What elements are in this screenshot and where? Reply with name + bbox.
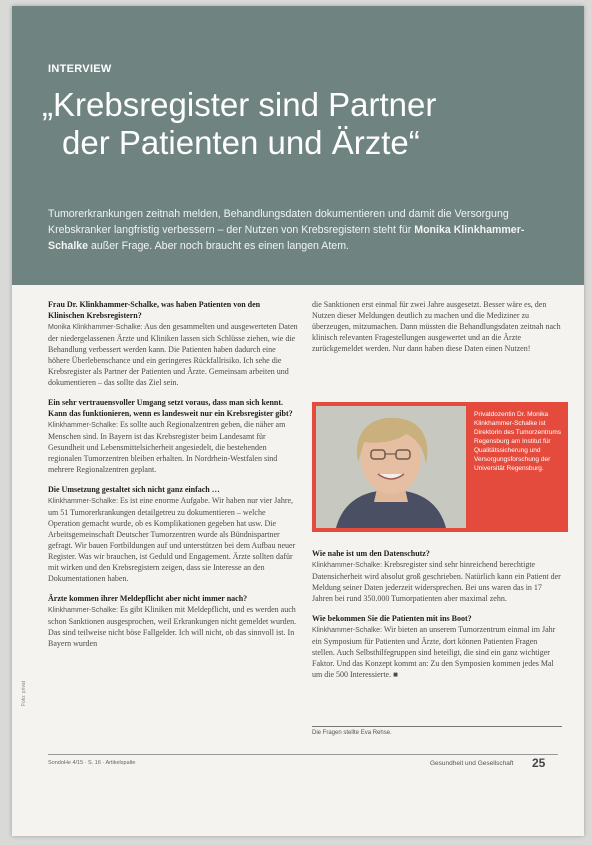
- qa-block: [48, 397, 298, 475]
- lead-text-2: außer Frage. Aber noch braucht es einen langen Atem.: [91, 240, 349, 252]
- footer-section: Gesundheit und Gesellschaft: [430, 760, 514, 767]
- headline-line-2: der Patienten und Ärzte“: [62, 124, 420, 161]
- qa-block: [312, 613, 562, 680]
- photo-credit: Foto: privat: [21, 680, 27, 706]
- speaker: Klinkhammer-Schalke:: [312, 627, 383, 634]
- answer: Es gibt Kliniken mit Meldepflicht, und es werden auch schon Sanktionen ausgesprochen, weil Erkrankungen nicht gemeldet wurden. Das sind teilweise nicht böse Fallgelder. Ich will nicht, ob das sinnvoll ist. In Bayern wurden: [48, 605, 297, 648]
- answer: Es ist eine enorme Aufgabe. Wir haben nur vier Jahre, um 51 Tumorerkrankungen detailgetreu zu dokumentieren – welche Operation gemacht wurde, ob es Komplikationen gegeben hat usw. Die Arbeitsgemeinschaft Deutscher Tumorzentren wurde als Bündnispartner gefragt. Wir bauen Fortbildungen auf und unterstützen bei dem Aufbau neuer Register. Was wir brauchen, ist Geduld und Engagement. Ärzte sollten dafür mit wirken und den Krebsregistern zeigen, dass sie Interesse an den Dokumentationen haben.: [48, 496, 296, 583]
- portrait-box: [312, 402, 568, 532]
- right-column-bottom: [312, 548, 562, 689]
- footer-issue: SondoHe 4/15 · S. 16 · Artikelspalte: [48, 760, 136, 766]
- speaker: Klinkhammer-Schalke:: [48, 422, 119, 429]
- answer: Wir bieten an unserem Tumorzentrum einmal im Jahr ein Symposium für Patienten und Ärzte, dort können Patienten Fragen stellen. Auch Selbsthilfegruppen sind beteiligt, die sind ein ganz wichtiger Faktor. Und das Konzept kommt an: Zu den Symposien kommen jedes Mal um die 500 Interessierte. ■: [312, 625, 556, 679]
- page-number: 25: [532, 756, 546, 770]
- lead-paragraph: [48, 206, 548, 254]
- portrait-illustration: [316, 406, 466, 528]
- qa-block: [48, 299, 298, 388]
- interviewer-credit: Die Fragen stellte Eva Rehse.: [312, 726, 562, 736]
- right-column-top: [312, 299, 562, 363]
- speaker: Monika Klinkhammer-Schalke:: [48, 324, 143, 331]
- speaker: Klinkhammer-Schalke:: [48, 498, 119, 505]
- lead-name: Monika Klinkhammer-Schalke: [48, 224, 525, 252]
- question: Wie bekommen Sie die Patienten mit ins Boot?: [312, 614, 472, 623]
- question: Ärzte kommen ihrer Meldepflicht aber nicht immer nach?: [48, 594, 248, 603]
- headline: [42, 86, 562, 162]
- lead-text-1: Tumorerkrankungen zeitnah melden, Behandlungsdaten dokumentieren und damit die Versorgung Krebskranker langfristig verbessern – der Nutzen von Krebsregistern steht für: [48, 208, 509, 236]
- answer: Aus den gesammelten und ausgewerteten Daten der niedergelassenen Ärzte und Kliniken lassen sich Schlüsse ziehen, wie die Behandlung verbessert werden kann. Die Patienten haben dadurch eine höhere Überlebenschance und ein geringeres Rückfallrisiko. Ich sehe die Krebsregister als Partner der Patienten und Ärzte. Gemeinsam arbeiten und dokumentieren – das sollte das Ziel sein.: [48, 322, 298, 387]
- qa-block: [48, 593, 298, 649]
- left-column: [48, 299, 298, 658]
- question: Frau Dr. Klinkhammer-Schalke, was haben Patienten von den Klinischen Krebsregistern?: [48, 300, 261, 320]
- footer-divider: [48, 754, 558, 755]
- question: Wie nahe ist um den Datenschutz?: [312, 549, 430, 558]
- speaker: Klinkhammer-Schalke:: [312, 562, 383, 569]
- answer: Es sollte auch Regionalzentren geben, die näher am Menschen sind. In Bayern ist das Krebsregister beim Landesamt für Gesundheit und Lebensmittelsicherheit angesiedelt, die bestehenden regionalen Tumorzentren bleiben erhalten. In Nordrhein-Westfalen sind mehrere Regionalzentren geplant.: [48, 420, 286, 474]
- question: Die Umsetzung gestaltet sich nicht ganz einfach …: [48, 485, 220, 494]
- photo-caption: Privatdozentin Dr. Monika Klinkhammer-Schalke ist Direktorin des Tumorzentrums Regensburg am Institut für Qualitätssicherung und Versorgungsforschung der Universität Regensburg.: [474, 411, 562, 472]
- magazine-page: [12, 6, 584, 836]
- speaker: Klinkhammer-Schalke:: [48, 607, 119, 614]
- header-banner: [12, 6, 584, 285]
- answer: Krebsregister sind sehr hinreichend berechtigte Datensicherheit wird absolut groß geschrieben. Natürlich kann ein Patient der Meldung seiner Daten jederzeit widersprechen. Bei uns waren das in 17 Jahren bei rund 350.000 Tumorpatienten aber maximal zehn.: [312, 560, 561, 603]
- qa-block: [312, 548, 562, 604]
- continued-text: die Sanktionen erst einmal für zwei Jahre ausgesetzt. Besser wäre es, den Nutzen dieser Meldungen deutlich zu machen und die Mediziner zu überzeugen, mitzumachen. Dann müssten die Behandlungsdaten zeitnah nach klinisch relevanten Fragestellungen ausgewertet und an die Ärzte zurückgemeldet werden. Nur dann haben diese Daten einen Nutzen!: [312, 300, 561, 353]
- headline-line-1: „Krebsregister sind Partner: [42, 86, 437, 123]
- qa-block: [48, 484, 298, 584]
- question: Ein sehr vertrauensvoller Umgang setzt voraus, dass man sich kennt. Kann das funktionieren, wenn es landesweit nur ein Krebsregister gibt?: [48, 398, 293, 418]
- portrait-photo-icon: [316, 406, 466, 528]
- kicker: INTERVIEW: [48, 63, 112, 75]
